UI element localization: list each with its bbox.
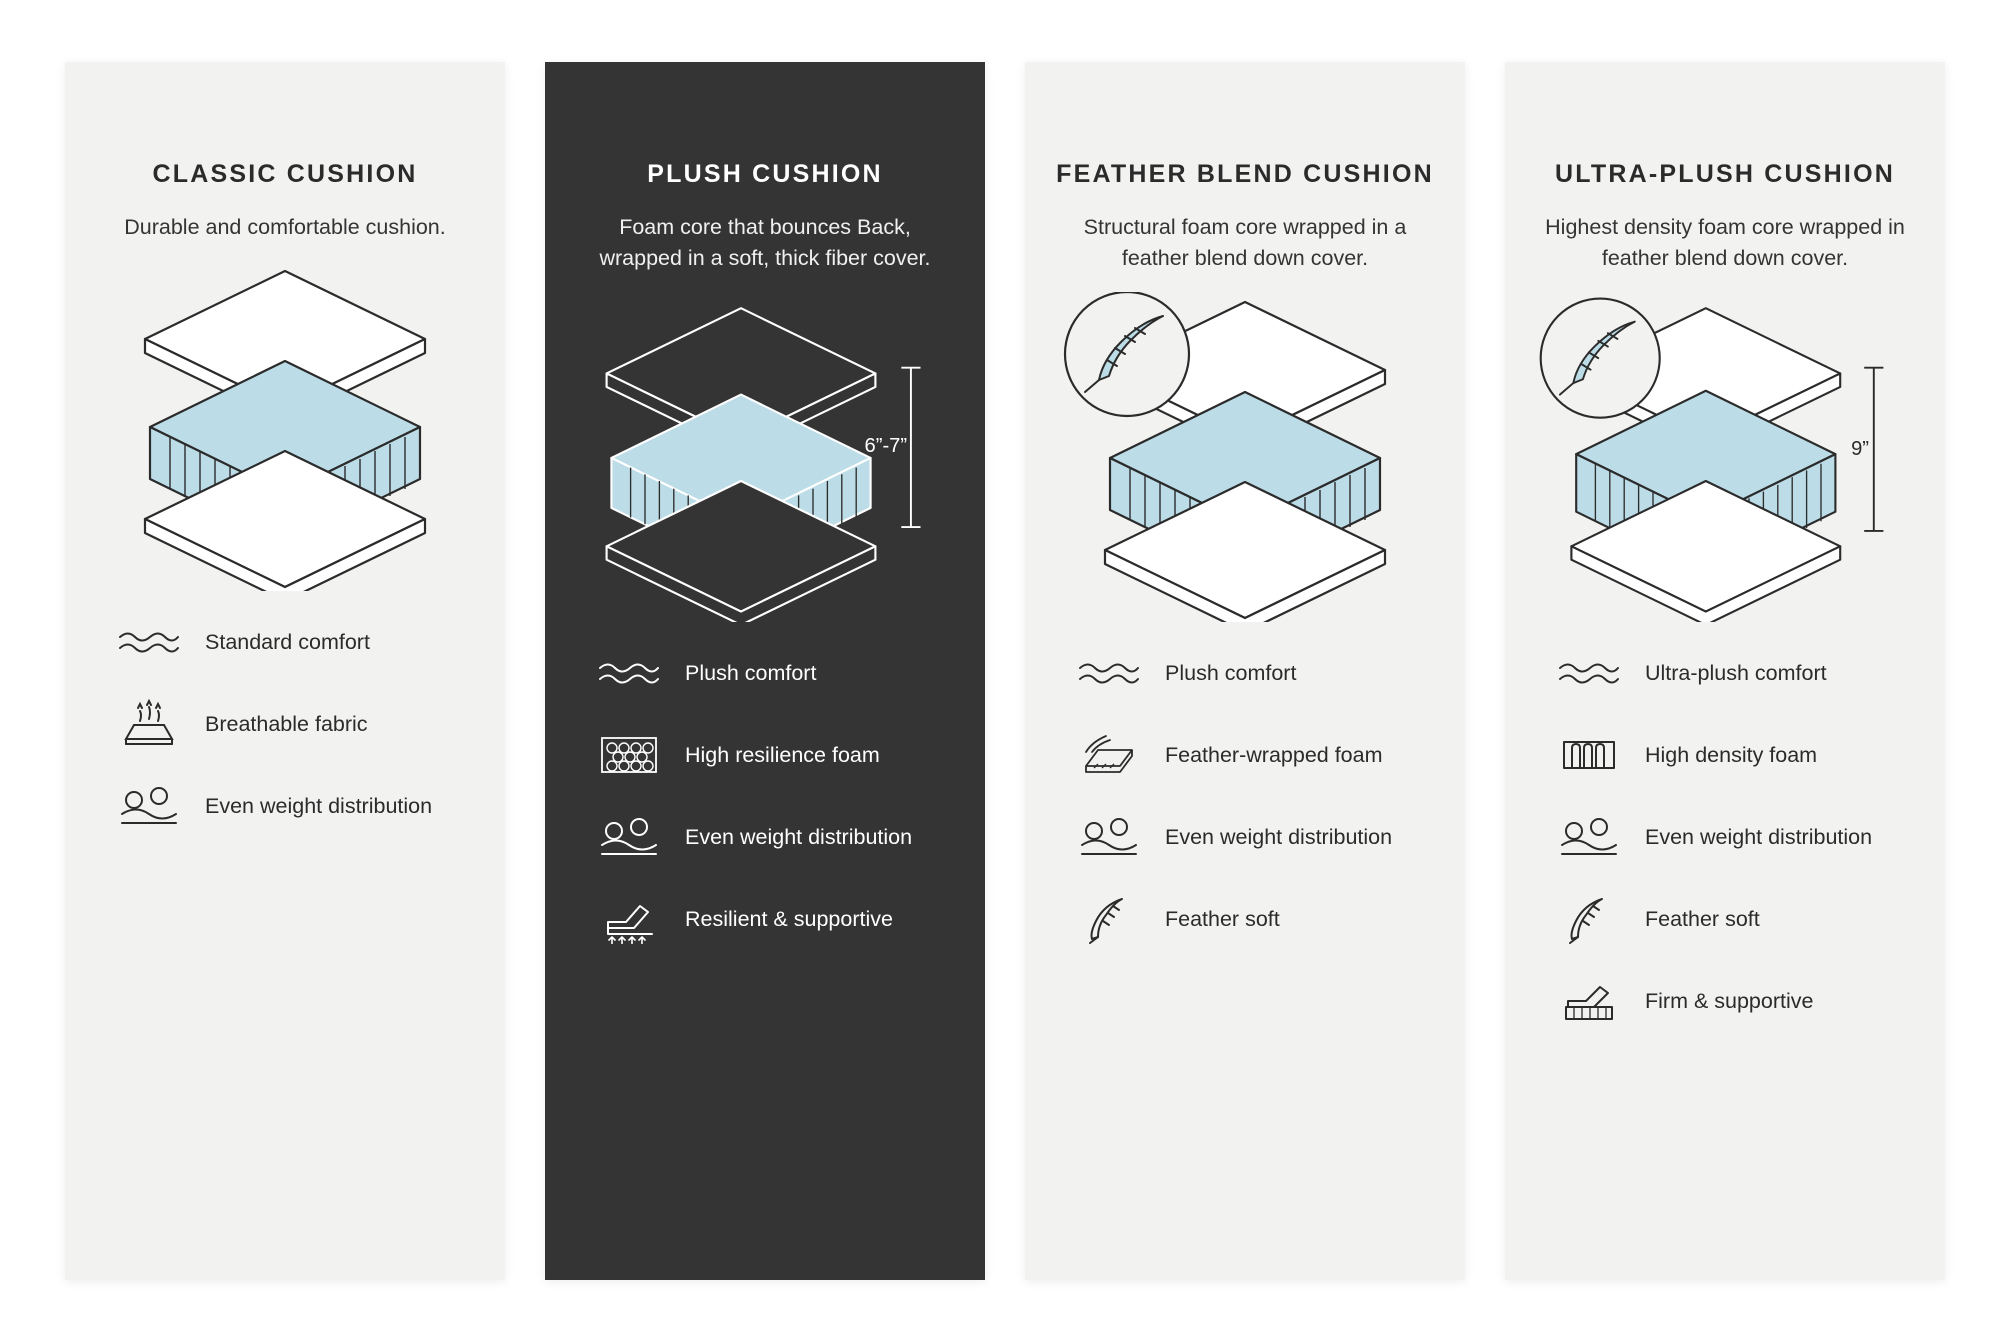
feature-label: Feather soft (1165, 906, 1280, 931)
feather-icon (1075, 893, 1143, 945)
list-item (1075, 805, 1437, 869)
wave-icon (115, 616, 183, 668)
even-weight-icon (115, 780, 183, 832)
cushion-layers-svg (573, 292, 957, 622)
wave-icon (595, 647, 663, 699)
list-item (1075, 887, 1437, 951)
list-item (595, 805, 957, 869)
feature-label: Feather soft (1645, 906, 1760, 931)
feature-label: Even weight distribution (1165, 824, 1393, 849)
dimension-label: 9” (1851, 437, 1869, 460)
cushion-card-feather-blend (1025, 62, 1465, 1280)
dimension-label: 6”-7” (864, 435, 908, 458)
breathable-fabric-icon (115, 698, 183, 750)
page-title: CLASSIC CUSHION (152, 160, 418, 188)
cushion-card-classic (65, 62, 505, 1280)
cushion-layers-svg (95, 261, 475, 591)
list-item (1555, 805, 1917, 869)
list-item (1555, 969, 1917, 1033)
list-item (595, 723, 957, 787)
feature-list (93, 610, 477, 856)
even-weight-icon (1555, 811, 1623, 863)
wave-icon (1075, 647, 1143, 699)
feature-label: Standard comfort (205, 629, 370, 654)
list-item (1075, 723, 1437, 787)
feature-label: Resilient & supportive (685, 906, 893, 931)
feature-label: Firm & supportive (1645, 988, 1814, 1013)
feature-label: Breathable fabric (205, 711, 368, 736)
feature-label: Plush comfort (685, 660, 817, 685)
even-weight-icon (1075, 811, 1143, 863)
high-density-foam-icon (1555, 729, 1623, 781)
card-description: Highest density foam core wrapped in feather blend down cover. (1545, 215, 1905, 271)
feather-wrapped-foam-icon (1075, 729, 1143, 781)
feature-label: Feather-wrapped foam (1165, 742, 1383, 767)
feature-label: Even weight distribution (1645, 824, 1873, 849)
feature-label: Plush comfort (1165, 660, 1297, 685)
list-item (595, 641, 957, 705)
feature-label: Ultra-plush comfort (1645, 660, 1827, 685)
firm-supportive-icon (1555, 975, 1623, 1027)
cushion-layers-svg (1533, 292, 1917, 622)
list-item (595, 887, 957, 951)
feather-icon (1555, 893, 1623, 945)
honeycomb-foam-icon (595, 729, 663, 781)
list-item (1555, 887, 1917, 951)
list-item (115, 692, 477, 756)
list-item (1555, 723, 1917, 787)
supportive-chair-icon (595, 893, 663, 945)
feature-label: Even weight distribution (685, 824, 913, 849)
page-title: PLUSH CUSHION (647, 160, 883, 188)
list-item (115, 774, 477, 838)
exploded-cushion-illustration (93, 253, 477, 598)
cushion-card-plush (545, 62, 985, 1280)
feature-list (573, 641, 957, 969)
wave-icon (1555, 647, 1623, 699)
even-weight-icon (595, 811, 663, 863)
feature-label: High resilience foam (685, 742, 880, 767)
list-item (115, 610, 477, 674)
feather-badge (1541, 298, 1660, 417)
list-item (1075, 641, 1437, 705)
card-description: Structural foam core wrapped in a feather blend down cover. (1083, 215, 1407, 271)
feature-label: High density foam (1645, 742, 1818, 767)
cushion-layers-svg (1055, 292, 1435, 622)
feature-label: Even weight distribution (205, 793, 433, 818)
page-title: ULTRA-PLUSH CUSHION (1555, 160, 1895, 188)
feature-list (1533, 641, 1917, 1051)
exploded-cushion-illustration (573, 284, 957, 629)
card-description: Durable and comfortable cushion. (124, 215, 446, 239)
exploded-cushion-illustration (1053, 284, 1437, 629)
cushion-card-ultra-plush (1505, 62, 1945, 1280)
card-description: Foam core that bounces Back, wrapped in a soft, thick fiber cover. (599, 215, 931, 271)
feather-badge (1065, 292, 1189, 416)
feature-list (1053, 641, 1437, 969)
exploded-cushion-illustration (1533, 284, 1917, 629)
page-title: FEATHER BLEND CUSHION (1056, 160, 1434, 188)
list-item (1555, 641, 1917, 705)
